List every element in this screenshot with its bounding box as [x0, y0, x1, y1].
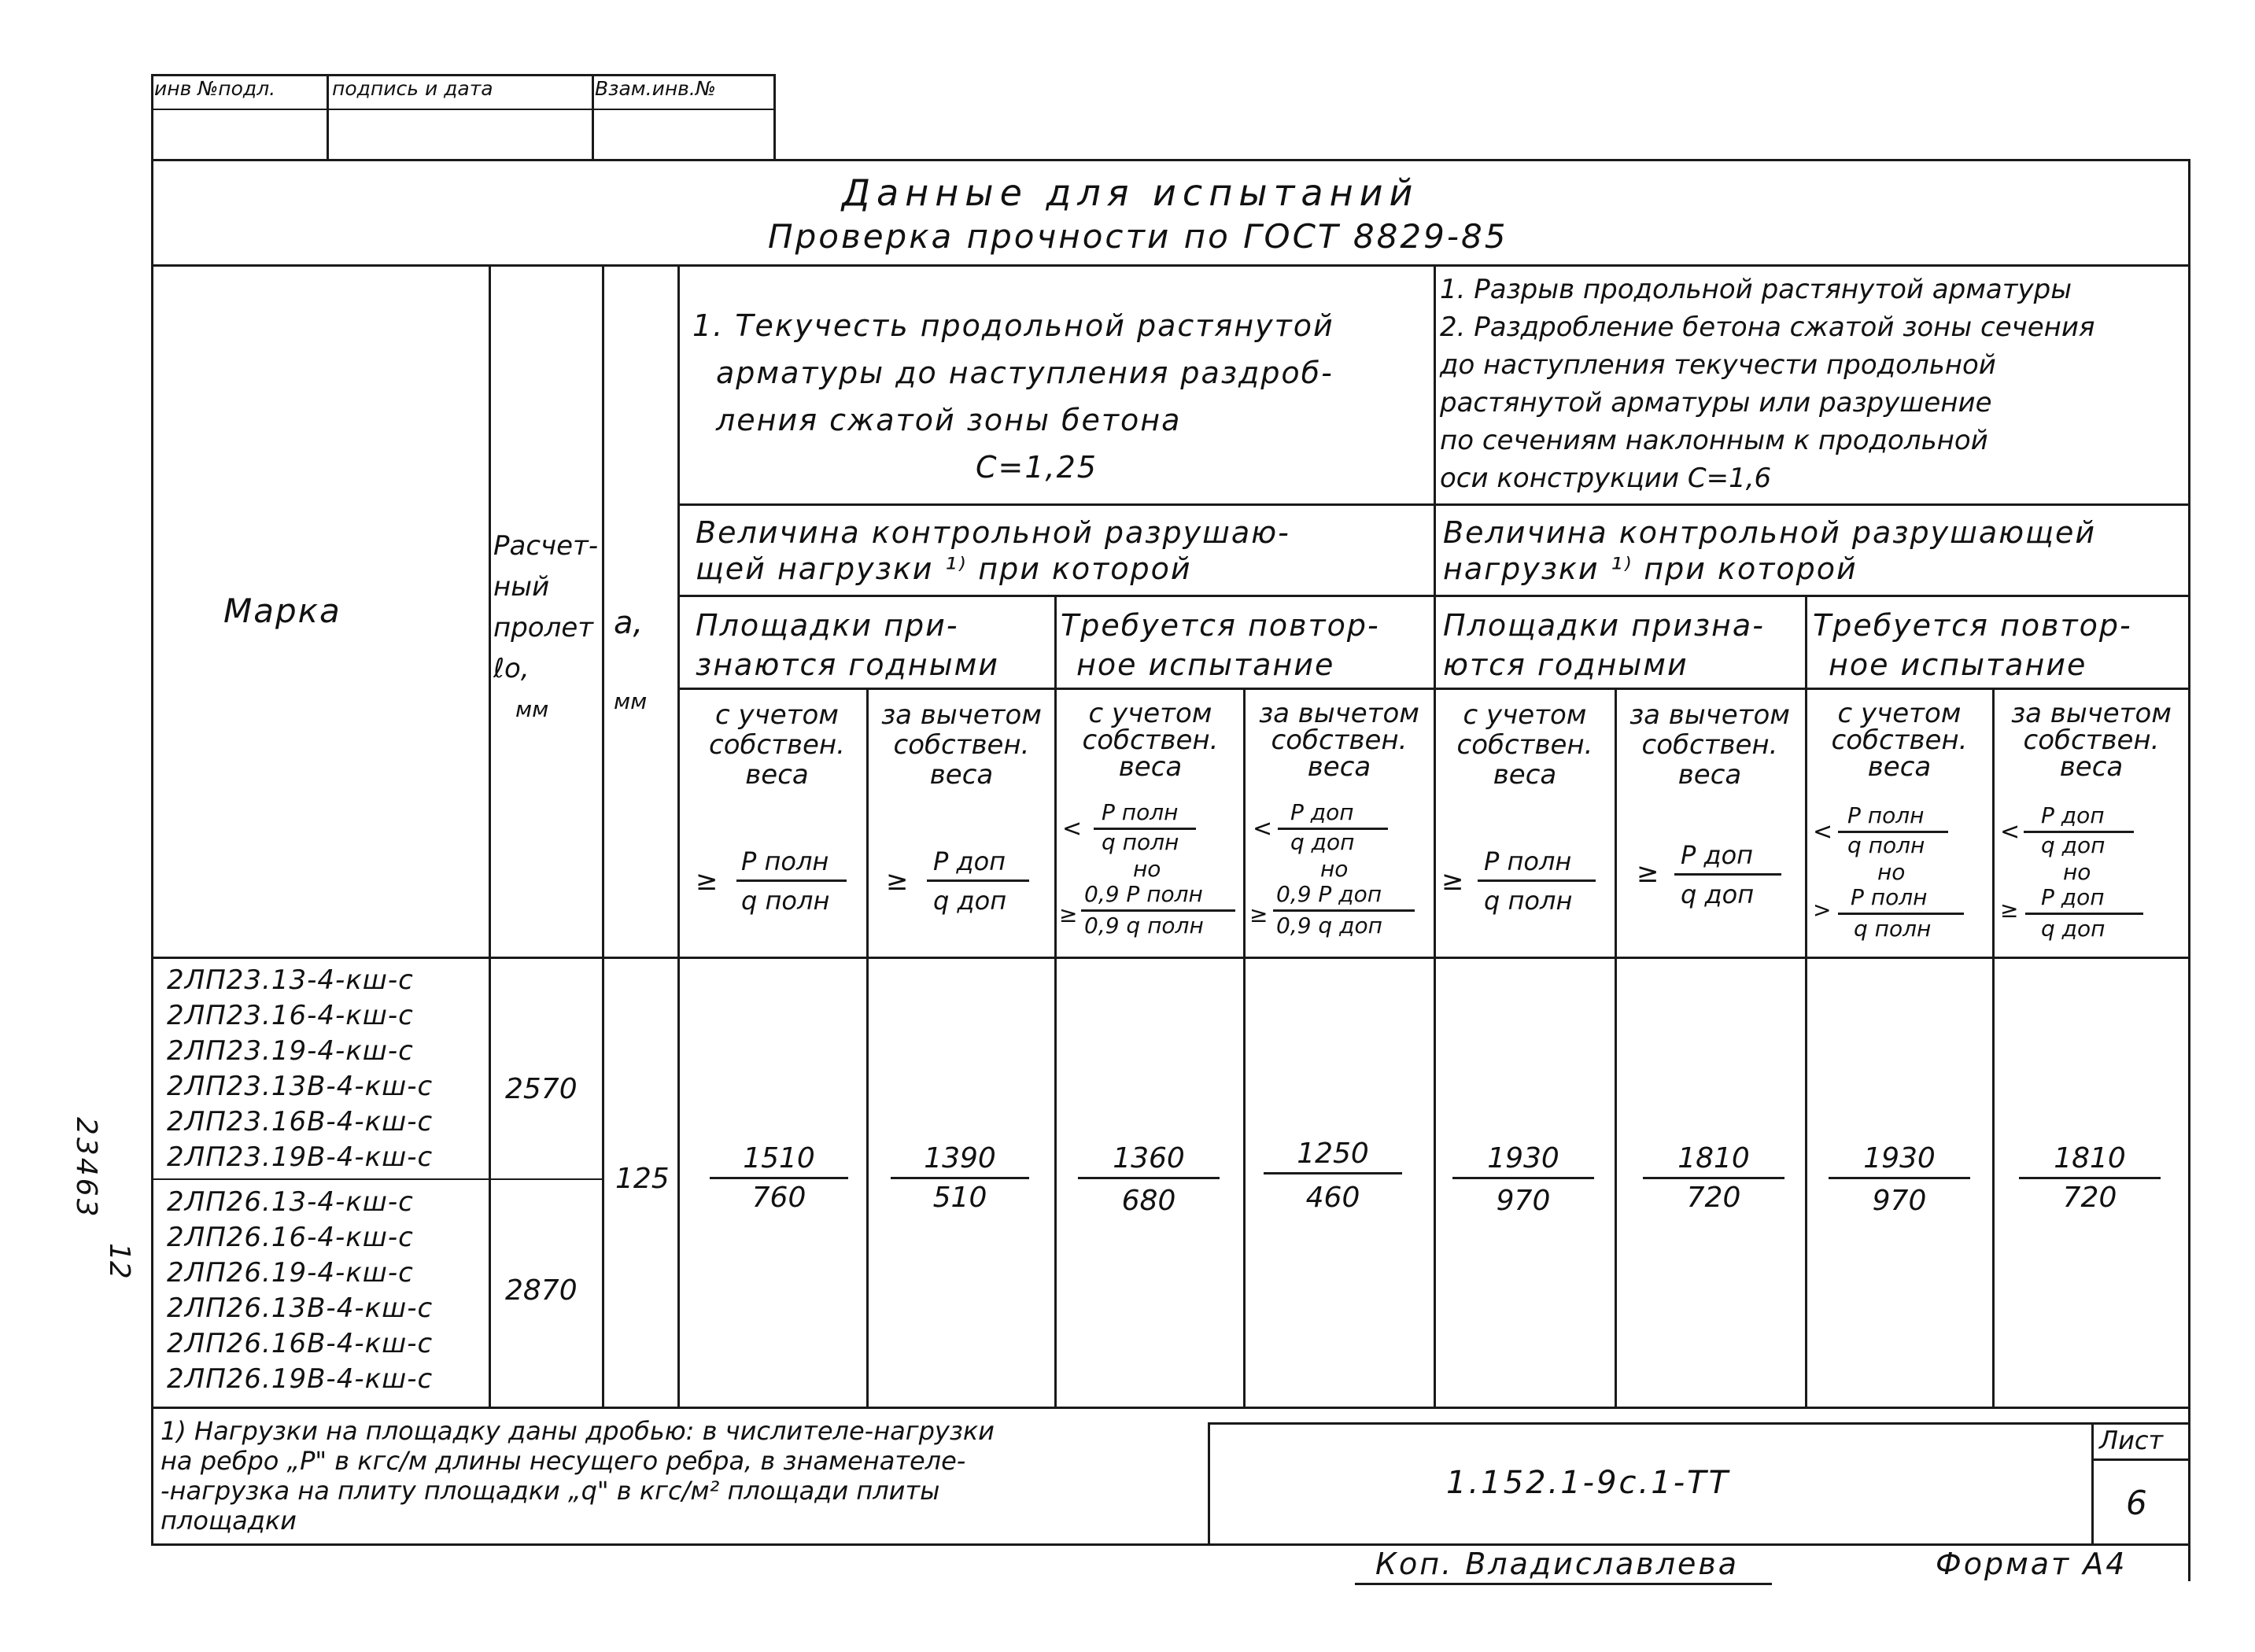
formula-c5-den: q полн	[1484, 886, 1573, 916]
sub-header-c4: за вычетом собствен. веса	[1259, 698, 1419, 783]
value-c1-den: 760	[751, 1182, 806, 1214]
value-c8-den: 720	[2062, 1182, 2117, 1214]
formula-c7-num2: Р полн	[1851, 884, 1928, 910]
sheet-number: 6	[2126, 1484, 2147, 1522]
value-c2-bar	[891, 1177, 1029, 1179]
formula-c7-num: Р полн	[1847, 802, 1925, 828]
formula-c3-no: но	[1133, 856, 1161, 882]
list-item: 2ЛП23.19-4-кш-с	[167, 1035, 414, 1067]
formula-c5-sign: ≥	[1441, 865, 1464, 897]
group-1-span: 2570	[505, 1073, 578, 1105]
sub-header-c1: с учетом собствен. веса	[709, 699, 845, 791]
formula-c6-bar	[1674, 873, 1781, 876]
footnote: 1) Нагрузки на площадку даны дробью: в числителе-нагрузки на ребро „Р" в кгс/м длины несущего ребра, в знаменателе- -нагрузка на плиту площадки „q" в кгс/м² площади плиты площадки	[161, 1416, 995, 1536]
formula-c3-den: q полн	[1102, 829, 1179, 855]
list-item: 2ЛП23.19В-4-кш-с	[167, 1141, 434, 1173]
formula-c8-num: Р доп	[2041, 802, 2105, 828]
column-a: а, мм	[614, 605, 648, 714]
formula-c8-ge: ≥	[2000, 897, 2019, 923]
value-c8-num: 1810	[2054, 1142, 2126, 1174]
stamp-sign-label: подпись и дата	[332, 77, 493, 100]
formula-c6-num: Р доп	[1681, 840, 1754, 870]
value-c6-den: 720	[1686, 1182, 1741, 1214]
value-c3-bar	[1078, 1177, 1220, 1179]
value-c7-den: 970	[1872, 1185, 1927, 1217]
formula-c4-num2: 0,9 Р доп	[1276, 881, 1382, 907]
stamp-inv-label: инв №подл.	[154, 77, 276, 100]
sub-header-c3: с учетом собствен. веса	[1082, 698, 1219, 783]
value-c6-bar	[1643, 1177, 1784, 1179]
list-item: 2ЛП26.19В-4-кш-с	[167, 1363, 434, 1395]
list-item: 2ЛП23.16-4-кш-с	[167, 1000, 414, 1031]
a-value: 125	[615, 1163, 670, 1195]
value-c1-bar	[710, 1177, 848, 1179]
formula-c1-den: q полн	[741, 886, 830, 916]
formula-c2-bar	[927, 879, 1029, 882]
sub-header-c6: за вычетом собствен. веса	[1629, 699, 1790, 791]
formula-c4-den2: 0,9 q доп	[1276, 913, 1382, 938]
case-2-description: 1. Разрыв продольной растянутой арматуры 2. Раздробление бетона сжатой зоны сечения до наступления текучести продольной растянутой арматуры или разрушение по сечениям наклонным к продольной оси конструкции С=1,6	[1440, 274, 2095, 494]
formula-c4-ge: ≥	[1249, 902, 1268, 927]
list-item: 2ЛП26.13-4-кш-с	[167, 1186, 414, 1218]
formula-c8-lt: <	[2000, 818, 2021, 846]
formula-c3-den2: 0,9 q полн	[1084, 913, 1204, 938]
formula-c3-ge: ≥	[1059, 902, 1078, 927]
value-c7-bar	[1829, 1177, 1970, 1179]
stamp-replace-label: Взам.инв.№	[595, 77, 716, 100]
page-title: Данные для испытаний	[842, 171, 1419, 214]
value-c2-num: 1390	[924, 1142, 996, 1174]
formula-c2-sign: ≥	[886, 865, 909, 897]
formula-c5-bar	[1478, 879, 1596, 882]
formula-c7-lt: <	[1813, 818, 1833, 846]
doc-code: 1.152.1-9с.1-ТТ	[1446, 1465, 1731, 1501]
formula-c6-sign: ≥	[1637, 857, 1659, 889]
formula-c8-bar2	[2025, 913, 2143, 915]
list-item: 2ЛП23.16В-4-кш-с	[167, 1106, 434, 1138]
formula-c1-bar	[736, 879, 847, 882]
formula-c6-den: q доп	[1681, 879, 1755, 909]
group-1-marks	[167, 963, 433, 1175]
formula-c8-no: но	[2063, 859, 2091, 885]
formula-c8-den2: q доп	[2041, 916, 2106, 942]
retest-1-label: Требуется повтор- ное испытание	[1061, 608, 1380, 682]
column-span: Расчет- ный пролет ℓо, мм	[493, 530, 599, 722]
value-c5-bar	[1452, 1177, 1594, 1179]
formula-c8-den: q доп	[2041, 832, 2106, 858]
sub-header-c8: за вычетом собствен. веса	[2011, 698, 2172, 783]
list-item: 2ЛП23.13В-4-кш-с	[167, 1071, 434, 1102]
good-1-label: Площадки при- знаются годными	[696, 608, 999, 682]
formula-c4-lt: <	[1253, 815, 1273, 843]
formula-c2-num: Р доп	[933, 846, 1006, 876]
formula-c3-num2: 0,9 Р полн	[1084, 881, 1203, 907]
formula-c7-bar2	[1838, 913, 1964, 915]
value-c6-num: 1810	[1677, 1142, 1750, 1174]
formula-c4-no: но	[1320, 856, 1349, 882]
load-2-label: Величина контрольной разрушающей нагрузки ¹⁾ при которой	[1443, 515, 2097, 586]
load-1-label: Величина контрольной разрушаю- щей нагрузки ¹⁾ при которой	[696, 515, 1290, 586]
value-c5-num: 1930	[1487, 1142, 1559, 1174]
value-c7-num: 1930	[1863, 1142, 1936, 1174]
formula-c4-den: q доп	[1290, 829, 1355, 855]
retest-2-label: Требуется повтор- ное испытание	[1813, 608, 2132, 682]
value-c2-den: 510	[932, 1182, 987, 1214]
value-c4-bar	[1264, 1172, 1402, 1174]
formula-c4-num: Р доп	[1290, 799, 1354, 825]
formula-c7-den: q полн	[1847, 832, 1925, 858]
formula-c1-num: Р полн	[741, 846, 829, 876]
value-c4-den: 460	[1305, 1182, 1360, 1214]
formula-c1-sign: ≥	[696, 865, 718, 897]
formula-c7-no: но	[1877, 859, 1906, 885]
page-subtitle: Проверка прочности по ГОСТ 8829-85	[768, 217, 1508, 256]
value-c8-bar	[2019, 1177, 2161, 1179]
sheet-label: Лист	[2099, 1425, 2164, 1455]
formula-c3-lt: <	[1062, 815, 1083, 843]
format-label: Формат А4	[1936, 1547, 2128, 1581]
formula-c7-den2: q полн	[1854, 916, 1932, 942]
value-c5-den: 970	[1496, 1185, 1551, 1217]
value-c4-num: 1250	[1297, 1138, 1369, 1170]
copier-signature: Коп. Владиславлева	[1375, 1547, 1740, 1581]
list-item: 2ЛП23.13-4-кш-с	[167, 964, 414, 996]
list-item: 2ЛП26.16В-4-кш-с	[167, 1328, 434, 1359]
formula-c8-num2: Р доп	[2041, 884, 2105, 910]
formula-c3-bar2	[1081, 909, 1235, 912]
formula-c3-num: Р полн	[1102, 799, 1179, 825]
column-marka: Марка	[223, 592, 341, 630]
sub-header-c5: с учетом собствен. веса	[1456, 699, 1593, 791]
formula-c5-num: Р полн	[1484, 846, 1572, 876]
formula-c4-bar2	[1273, 909, 1415, 912]
group-2-marks	[167, 1185, 433, 1397]
value-c1-num: 1510	[743, 1142, 815, 1174]
list-item: 2ЛП26.13В-4-кш-с	[167, 1292, 434, 1324]
value-c3-num: 1360	[1113, 1142, 1185, 1174]
list-item: 2ЛП26.19-4-кш-с	[167, 1257, 414, 1289]
sub-header-c2: за вычетом собствен. веса	[881, 699, 1042, 791]
good-2-label: Площадки призна- ются годными	[1443, 608, 1765, 682]
group-2-span: 2870	[505, 1274, 578, 1307]
value-c3-den: 680	[1121, 1185, 1176, 1217]
side-number: 23463	[70, 1117, 102, 1219]
case-1-description: 1. Текучесть продольной растянутой арматуры до наступления раздроб- ления сжатой зоны бетона С=1,25	[692, 308, 1334, 485]
formula-c2-den: q доп	[933, 886, 1007, 916]
sub-header-c7: с учетом собствен. веса	[1831, 698, 1968, 783]
side-page: 12	[103, 1243, 135, 1279]
list-item: 2ЛП26.16-4-кш-с	[167, 1222, 414, 1253]
formula-c7-gt: >	[1813, 897, 1832, 923]
